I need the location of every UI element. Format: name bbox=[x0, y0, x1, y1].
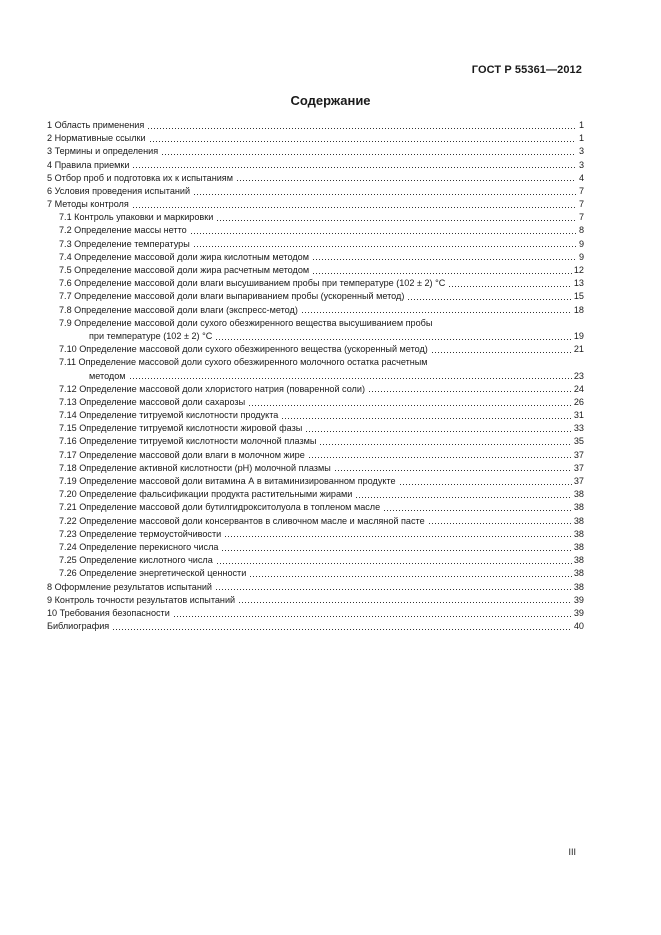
toc-entry-label: при температуре (102 ± 2) °С bbox=[89, 330, 213, 341]
toc-entry-page: 40 bbox=[573, 621, 584, 632]
toc-entry[interactable] bbox=[47, 132, 584, 145]
toc-entry[interactable] bbox=[47, 620, 584, 633]
toc-entry[interactable] bbox=[47, 515, 584, 528]
toc-entry-label: 7.18 Определение активной кислотности (pH) молочной плазмы bbox=[59, 462, 331, 473]
toc-entry-label: 7.5 Определение массовой доли жира расчетным методом bbox=[59, 265, 310, 276]
toc-entry-label: 7.7 Определение массовой доли влаги выпариванием пробы (ускоренный метод) bbox=[59, 291, 405, 302]
toc-entry-page: 21 bbox=[573, 344, 584, 355]
toc-dot-leader bbox=[248, 404, 572, 407]
toc-entry-page: 31 bbox=[573, 410, 584, 421]
toc-entry-label: 7.24 Определение перекисного числа bbox=[59, 541, 219, 552]
toc-entry-page: 23 bbox=[573, 370, 584, 381]
toc-entry-label: 7.19 Определение массовой доли витамина А в витаминизированном продукте bbox=[59, 476, 396, 487]
toc-entry[interactable] bbox=[47, 317, 584, 330]
toc-dot-leader bbox=[428, 522, 572, 525]
toc-entry-page: 38 bbox=[573, 568, 584, 579]
toc-entry-label: 5 Отбор проб и подготовка их к испытаниям bbox=[47, 172, 233, 183]
toc-entry-label: 7.17 Определение массовой доли влаги в молочном жире bbox=[59, 449, 305, 460]
toc-entry[interactable] bbox=[47, 225, 584, 238]
toc-entry-page: 26 bbox=[573, 396, 584, 407]
toc-entry-page: 35 bbox=[573, 436, 584, 447]
toc-entry[interactable] bbox=[47, 251, 584, 264]
toc-dot-leader bbox=[112, 628, 572, 631]
table-of-contents bbox=[47, 119, 584, 633]
toc-dot-leader bbox=[224, 535, 572, 538]
toc-dot-leader bbox=[193, 245, 576, 248]
toc-entry-label: 7.8 Определение массовой доли влаги (экспресс-метод) bbox=[59, 304, 298, 315]
toc-entry-page: 3 bbox=[578, 159, 584, 170]
toc-dot-leader bbox=[319, 443, 571, 446]
toc-dot-leader bbox=[312, 258, 576, 261]
toc-dot-leader bbox=[215, 588, 572, 591]
toc-entry[interactable] bbox=[47, 238, 584, 251]
toc-dot-leader bbox=[448, 285, 572, 288]
toc-entry-label: 7 Методы контроля bbox=[47, 199, 129, 210]
toc-dot-leader bbox=[249, 575, 572, 578]
toc-entry-page: 39 bbox=[573, 594, 584, 605]
toc-entry[interactable] bbox=[47, 449, 584, 462]
toc-entry-page: 38 bbox=[573, 515, 584, 526]
toc-dot-leader bbox=[236, 179, 576, 182]
toc-entry-page: 1 bbox=[578, 119, 584, 130]
toc-entry-page: 1 bbox=[578, 133, 584, 144]
toc-entry-page: 33 bbox=[573, 423, 584, 434]
toc-entry-label: 7.14 Определение титруемой кислотности продукта bbox=[59, 410, 279, 421]
toc-entry[interactable] bbox=[47, 528, 584, 541]
toc-entry[interactable] bbox=[47, 567, 584, 580]
toc-entry[interactable] bbox=[47, 409, 584, 422]
toc-dot-leader bbox=[132, 206, 576, 209]
toc-dot-leader bbox=[301, 311, 572, 314]
toc-dot-leader bbox=[161, 153, 576, 156]
toc-entry-page: 15 bbox=[573, 291, 584, 302]
toc-dot-leader bbox=[149, 140, 576, 143]
toc-entry-label: 7.11 Определение массовой доли сухого обезжиренного молочного остатка расчетным bbox=[59, 357, 428, 368]
toc-dot-leader bbox=[308, 456, 572, 459]
toc-entry-label: 7.10 Определение массовой доли сухого обезжиренного вещества (ускоренный метод) bbox=[59, 344, 428, 355]
toc-entry-page: 38 bbox=[573, 555, 584, 566]
toc-entry[interactable] bbox=[47, 356, 584, 369]
toc-entry-label: 7.12 Определение массовой доли хлористого натрия (поваренной соли) bbox=[59, 383, 365, 394]
toc-dot-leader bbox=[334, 469, 572, 472]
toc-entry-label: 7.13 Определение массовой доли сахарозы bbox=[59, 396, 246, 407]
toc-dot-leader bbox=[407, 298, 572, 301]
toc-entry-page: 13 bbox=[573, 278, 584, 289]
toc-entry-page: 7 bbox=[578, 212, 584, 223]
toc-entry[interactable] bbox=[47, 607, 584, 620]
toc-entry-label: 1 Область применения bbox=[47, 119, 145, 130]
toc-entry-label: 7.15 Определение титруемой кислотности жировой фазы bbox=[59, 423, 303, 434]
toc-entry-page: 38 bbox=[573, 528, 584, 539]
toc-entry-page: 37 bbox=[573, 449, 584, 460]
toc-dot-leader bbox=[368, 390, 572, 393]
toc-entry[interactable] bbox=[47, 370, 584, 383]
toc-dot-leader bbox=[173, 615, 572, 618]
toc-entry-page: 8 bbox=[578, 225, 584, 236]
toc-entry-label: 7.22 Определение массовой доли консервантов в сливочном масле и масляной пасте bbox=[59, 515, 425, 526]
toc-entry-page: 7 bbox=[578, 185, 584, 196]
toc-entry-page: 18 bbox=[573, 304, 584, 315]
toc-entry-label: 7.1 Контроль упаковки и маркировки bbox=[59, 212, 214, 223]
toc-entry-label: 7.25 Определение кислотного числа bbox=[59, 555, 213, 566]
toc-entry-page: 12 bbox=[573, 265, 584, 276]
toc-entry-page: 19 bbox=[573, 330, 584, 341]
toc-dot-leader bbox=[190, 232, 576, 235]
toc-entry-label: 4 Правила приемки bbox=[47, 159, 130, 170]
toc-entry-label: методом bbox=[89, 370, 126, 381]
toc-entry-page: 38 bbox=[573, 502, 584, 513]
toc-entry[interactable] bbox=[47, 541, 584, 554]
toc-entry-page: 38 bbox=[573, 541, 584, 552]
toc-entry-label: 7.9 Определение массовой доли сухого обезжиренного вещества высушиванием пробы bbox=[59, 317, 433, 328]
toc-title: Содержание bbox=[290, 93, 371, 108]
toc-entry[interactable] bbox=[47, 594, 584, 607]
toc-entry[interactable] bbox=[47, 211, 584, 224]
toc-entry-label: 7.20 Определение фальсификации продукта растительными жирами bbox=[59, 489, 353, 500]
toc-entry-label: 7.16 Определение титруемой кислотности молочной плазмы bbox=[59, 436, 317, 447]
toc-entry[interactable] bbox=[47, 396, 584, 409]
toc-dot-leader bbox=[305, 430, 572, 433]
toc-entry-label: 7.21 Определение массовой доли бутилгидрокситолуола в топленом масле bbox=[59, 502, 381, 513]
toc-entry-label: 2 Нормативные ссылки bbox=[47, 133, 146, 144]
toc-entry[interactable] bbox=[47, 159, 584, 172]
toc-entry[interactable] bbox=[47, 422, 584, 435]
toc-entry-label: Библиография bbox=[47, 621, 110, 632]
toc-entry[interactable] bbox=[47, 462, 584, 475]
toc-entry-label: 7.2 Определение массы нетто bbox=[59, 225, 187, 236]
toc-entry[interactable] bbox=[47, 304, 584, 317]
toc-entry[interactable] bbox=[47, 198, 584, 211]
toc-dot-leader bbox=[129, 377, 572, 380]
toc-entry[interactable] bbox=[47, 330, 584, 343]
toc-entry[interactable] bbox=[47, 475, 584, 488]
toc-entry-label: 7.6 Определение массовой доли влаги высушиванием пробы при температуре (102 ± 2) °С bbox=[59, 278, 446, 289]
toc-dot-leader bbox=[355, 496, 572, 499]
toc-entry[interactable] bbox=[47, 488, 584, 501]
toc-entry-page: 9 bbox=[578, 251, 584, 262]
toc-entry-page: 9 bbox=[578, 238, 584, 249]
toc-dot-leader bbox=[216, 562, 572, 565]
toc-dot-leader bbox=[383, 509, 572, 512]
toc-entry-label: 7.4 Определение массовой доли жира кислотным методом bbox=[59, 251, 309, 262]
toc-entry[interactable] bbox=[47, 145, 584, 158]
toc-entry[interactable] bbox=[47, 290, 584, 303]
toc-dot-leader bbox=[193, 193, 576, 196]
toc-dot-leader bbox=[312, 272, 572, 275]
toc-entry-page: 24 bbox=[573, 383, 584, 394]
toc-entry-page: 38 bbox=[573, 581, 584, 592]
toc-dot-leader bbox=[431, 351, 572, 354]
toc-entry-label: 8 Оформление результатов испытаний bbox=[47, 581, 213, 592]
page-number: III bbox=[568, 847, 576, 857]
toc-entry-label: 10 Требования безопасности bbox=[47, 607, 170, 618]
toc-dot-leader bbox=[399, 483, 572, 486]
toc-entry[interactable] bbox=[47, 119, 584, 132]
toc-entry-page: 38 bbox=[573, 489, 584, 500]
toc-entry[interactable] bbox=[47, 383, 584, 396]
toc-entry-label: 7.3 Определение температуры bbox=[59, 238, 190, 249]
toc-dot-leader bbox=[215, 338, 572, 341]
toc-entry-page: 37 bbox=[573, 476, 584, 487]
toc-dot-leader bbox=[221, 549, 571, 552]
toc-entry[interactable] bbox=[47, 185, 584, 198]
toc-dot-leader bbox=[281, 417, 572, 420]
toc-entry-page: 4 bbox=[578, 172, 584, 183]
toc-dot-leader bbox=[132, 166, 576, 169]
toc-dot-leader bbox=[147, 127, 576, 130]
toc-entry-label: 7.26 Определение энергетической ценности bbox=[59, 568, 247, 579]
toc-entry-page: 3 bbox=[578, 146, 584, 157]
toc-entry-label: 7.23 Определение термоустойчивости bbox=[59, 528, 222, 539]
toc-dot-leader bbox=[216, 219, 576, 222]
toc-entry[interactable] bbox=[47, 277, 584, 290]
toc-entry[interactable] bbox=[47, 172, 584, 185]
toc-entry[interactable] bbox=[47, 264, 584, 277]
document-identifier: ГОСТ Р 55361—2012 bbox=[471, 64, 582, 76]
toc-entry-page: 37 bbox=[573, 462, 584, 473]
toc-entry-page: 39 bbox=[573, 607, 584, 618]
toc-entry[interactable] bbox=[47, 501, 584, 514]
toc-entry-label: 3 Термины и определения bbox=[47, 146, 159, 157]
toc-entry-page: 7 bbox=[578, 199, 584, 210]
toc-dot-leader bbox=[238, 601, 572, 604]
toc-entry[interactable] bbox=[47, 343, 584, 356]
toc-entry[interactable] bbox=[47, 554, 584, 567]
toc-entry[interactable] bbox=[47, 581, 584, 594]
toc-entry-label: 9 Контроль точности результатов испытаний bbox=[47, 594, 236, 605]
toc-entry[interactable] bbox=[47, 436, 584, 449]
toc-entry-label: 6 Условия проведения испытаний bbox=[47, 185, 191, 196]
